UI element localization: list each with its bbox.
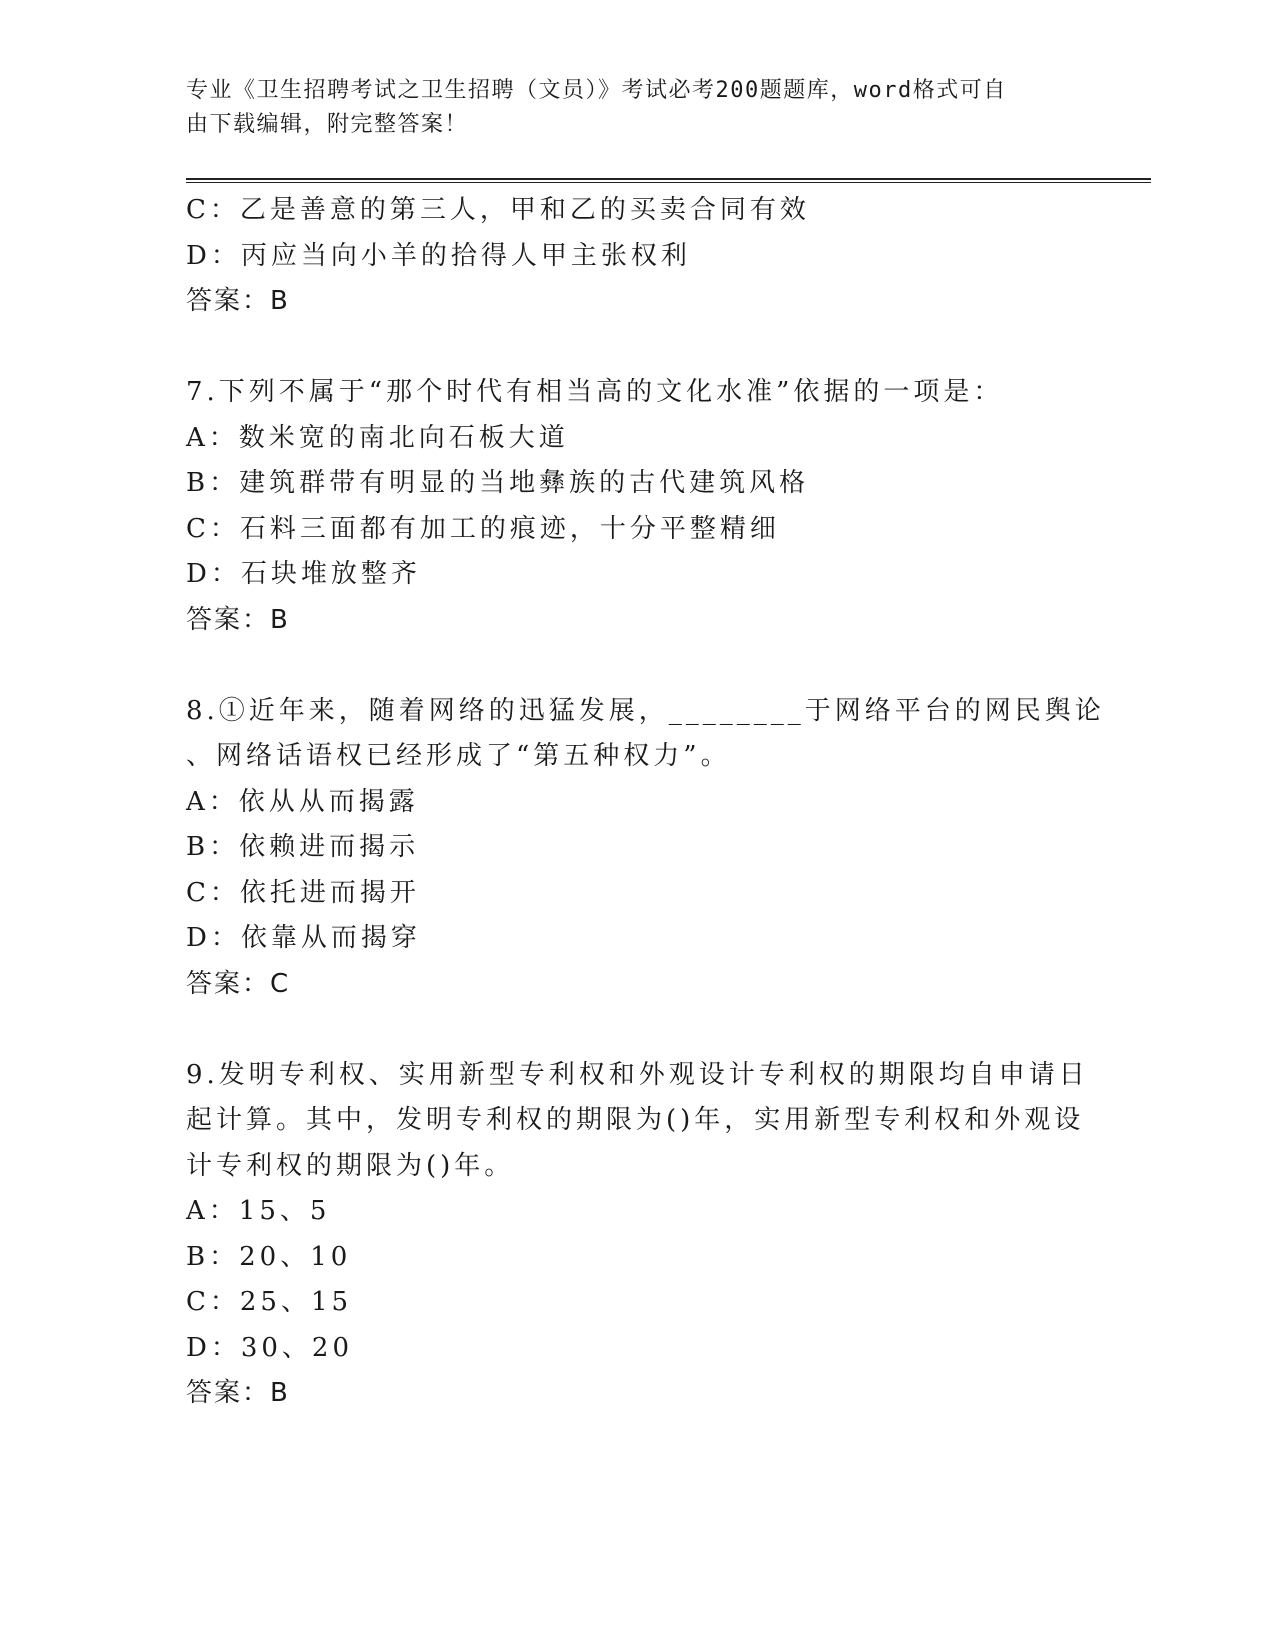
option-d: D：石块堆放整齐 xyxy=(186,559,421,589)
option-c: C：25、15 xyxy=(186,1287,353,1317)
option-b: B：建筑群带有明显的当地彝族的古代建筑风格 xyxy=(186,468,810,498)
header-divider-thin xyxy=(186,182,1151,183)
answer: 答案：B xyxy=(186,604,290,635)
header-line-2: 由下载编辑，附完整答案！ xyxy=(186,112,469,137)
option-c: C：依托进而揭开 xyxy=(186,877,420,908)
question-stem-line-3: 计专利权的期限为()年。 xyxy=(186,1150,515,1181)
option-d: D：依靠从而揭穿 xyxy=(186,923,421,953)
question-7 xyxy=(186,370,1086,643)
answer: 答案：B xyxy=(186,1378,290,1408)
document-header xyxy=(186,74,1066,142)
option-a: A：数米宽的南北向石板大道 xyxy=(186,422,569,453)
question-stem-line-2: 起计算。其中，发明专利权的期限为()年，实用新型专利权和外观设 xyxy=(186,1105,1085,1135)
option-c: C：乙是善意的第三人，甲和乙的买卖合同有效 xyxy=(186,195,810,225)
question-stem-line-2: 、网络话语权已经形成了“第五种权力”。 xyxy=(186,741,731,771)
option-d: D：丙应当向小羊的拾得人甲主张权利 xyxy=(186,240,691,271)
answer: 答案：B xyxy=(186,286,290,316)
option-a: A：15、5 xyxy=(186,1196,331,1226)
question-8 xyxy=(186,689,1105,1008)
header-divider-thick xyxy=(186,178,1151,180)
answer: 答案：C xyxy=(186,968,291,999)
question-list xyxy=(186,188,1105,1417)
question-9 xyxy=(186,1053,1089,1417)
question-stem: 7.下列不属于“那个时代有相当高的文化水准”依据的一项是： xyxy=(186,377,1004,407)
question-stem-line-1: 9.发明专利权、实用新型专利权和外观设计专利权的期限均自申请日 xyxy=(186,1059,1089,1090)
option-a: A：依从从而揭露 xyxy=(186,786,419,817)
option-c: C：石料三面都有加工的痕迹，十分平整精细 xyxy=(186,513,780,544)
option-b: B：依赖进而揭示 xyxy=(186,832,420,862)
question-6-tail xyxy=(186,188,1086,325)
header-line-1: 专业《卫生招聘考试之卫生招聘（文员）》考试必考200题题库，word格式可自 xyxy=(186,78,1007,103)
option-d: D：30、20 xyxy=(186,1332,354,1363)
question-stem-line-1: 8.①近年来，随着网络的迅猛发展，________于网络平台的网民舆论 xyxy=(186,695,1105,726)
option-b: B：20、10 xyxy=(186,1241,352,1272)
